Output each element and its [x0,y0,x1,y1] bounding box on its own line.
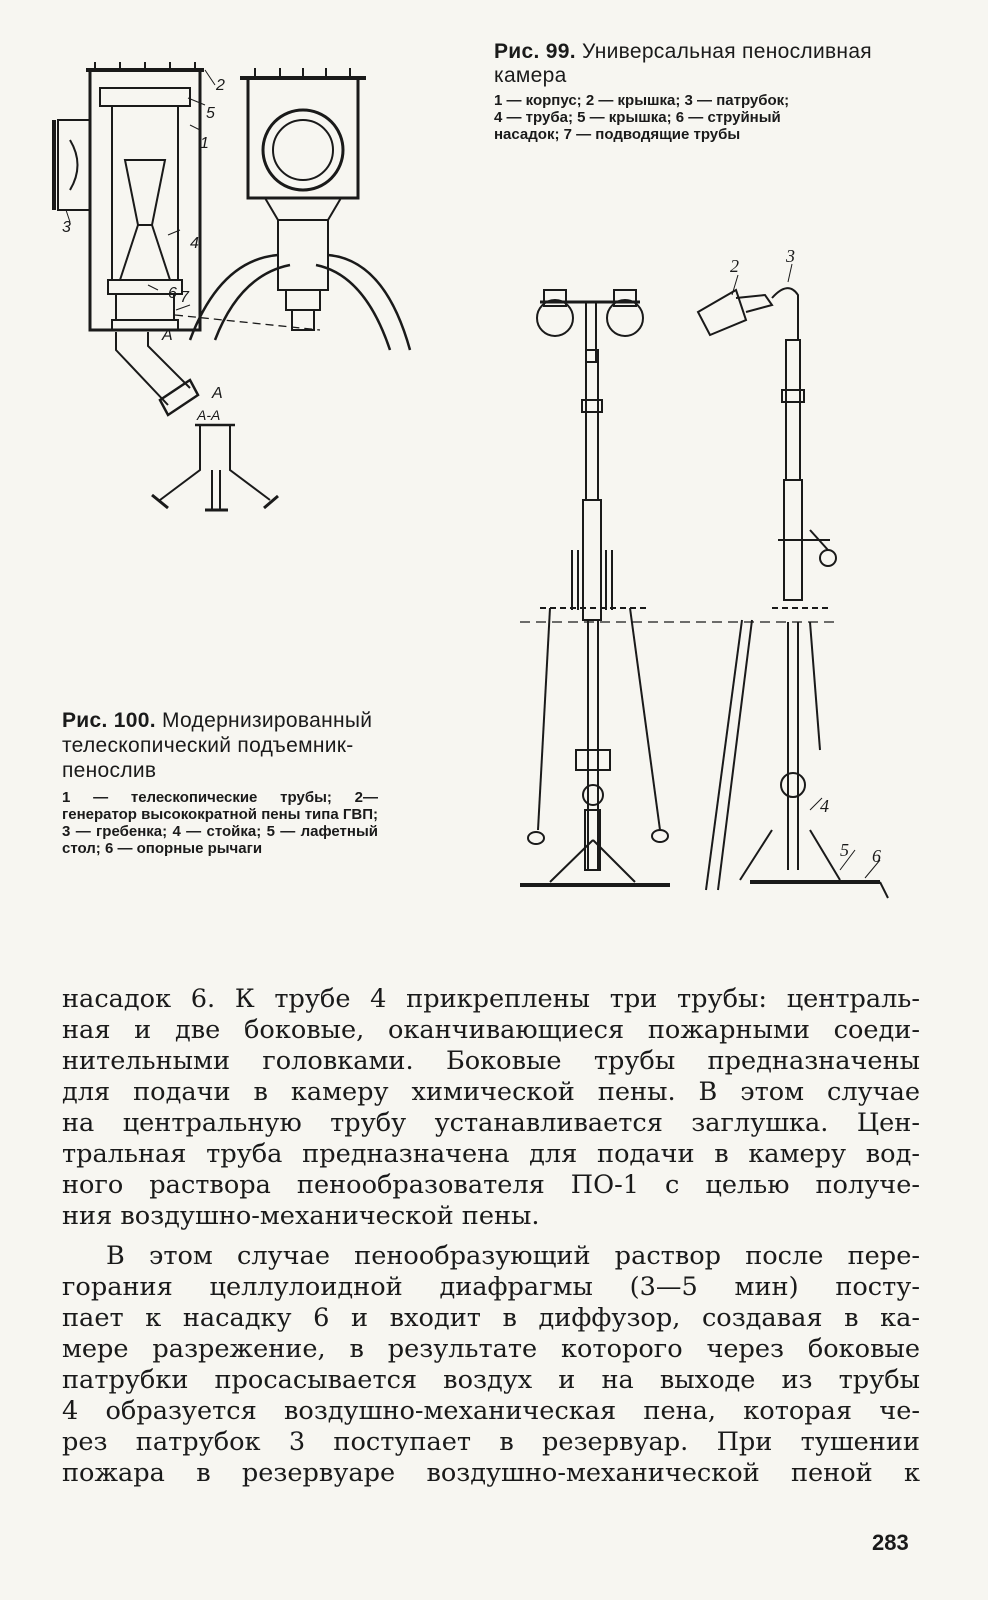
text-line: 4 образуется воздушно-механическая пена, которая че- [62,1396,920,1426]
fig100-title-prefix: Рис. 100. [62,709,156,732]
fig99-caption [494,40,924,143]
text-line: для подачи в камеру химической пены. В этом случае [62,1077,920,1107]
fig99-label: А [162,327,173,344]
fig100-label: 2 [730,256,739,276]
fig99-legend-line: 1 — корпус; 2 — крышка; 3 — патрубок; [494,92,790,109]
fig99-label: А [212,385,223,402]
text-line: горания целлулоидной диафрагмы (3—5 мин) посту- [62,1272,920,1302]
fig99-label: А-А [197,407,221,423]
fig100-label: 6 [872,846,881,866]
fig99-label: 2 [216,77,225,94]
fig99-title [494,40,924,88]
fig100-title-text: Модернизированный телескопический подъемник-пенослив [62,709,373,782]
fig99-drawing [40,50,440,520]
fig99-label: 7 [180,289,189,306]
fig100-label: 3 [786,250,795,266]
text-line: насадок 6. К трубе 4 прикреплены три трубы: централь- [62,984,920,1014]
text-line: пожара в резервуаре воздушно-механической пеной к [62,1458,920,1488]
fig100-caption [62,708,378,857]
fig99-title-text: Универсальная пеносливная камера [494,40,872,87]
page-number: 283 [872,1530,909,1555]
text-line: патрубки просасывается воздух и на выходе из трубы [62,1365,920,1395]
paragraph-1 [62,984,920,1232]
text-line: ная и две боковые, оканчивающиеся пожарными соеди- [62,1015,920,1045]
text-line: на центральную трубу устанавливается заглушка. Цен- [62,1108,920,1138]
text-line: тральная труба предназначена для подачи в камеру вод- [62,1139,920,1169]
text-line: ния воздушно-механической пены. [62,1201,540,1231]
fig99-title-prefix: Рис. 99. [494,40,576,63]
text-line: ного раствора пенообразователя ПО-1 с целью получе- [62,1170,920,1200]
text-line: нительными головками. Боковые трубы предназначены [62,1046,920,1076]
text-line: пает к насадку 6 и входит в диффузор, создавая в ка- [62,1303,920,1333]
fig100-drawing [510,250,930,920]
fig99-label: 1 [200,135,209,152]
text-line: В этом случае пенообразующий раствор после пере- [106,1241,920,1271]
fig99-legend-line: 4 — труба; 5 — крышка; 6 — струйный [494,109,781,126]
fig99-label: 3 [62,219,71,236]
fig99-label: 4 [190,235,199,252]
text-line: мере разрежение, в результате которого через боковые [62,1334,920,1364]
fig99-label: 6 [168,285,177,302]
fig100-label: 4 [820,796,829,816]
paragraph-2 [62,1241,920,1489]
fig99-label: 5 [206,105,215,122]
text-line: рез патрубок 3 поступает в резервуар. При тушении [62,1427,920,1457]
fig99-legend [494,92,924,143]
fig100-legend: 1 — телескопические трубы; 2—генератор высокократной пены типа ГВП; 3 — гребенка; 4 — стойка; 5 — лафетный стол; 6 — опорные рычаги [62,789,378,857]
fig99-legend-line: насадок; 7 — подводящие трубы [494,126,741,143]
fig100-title [62,708,378,783]
fig100-label: 5 [840,840,849,860]
